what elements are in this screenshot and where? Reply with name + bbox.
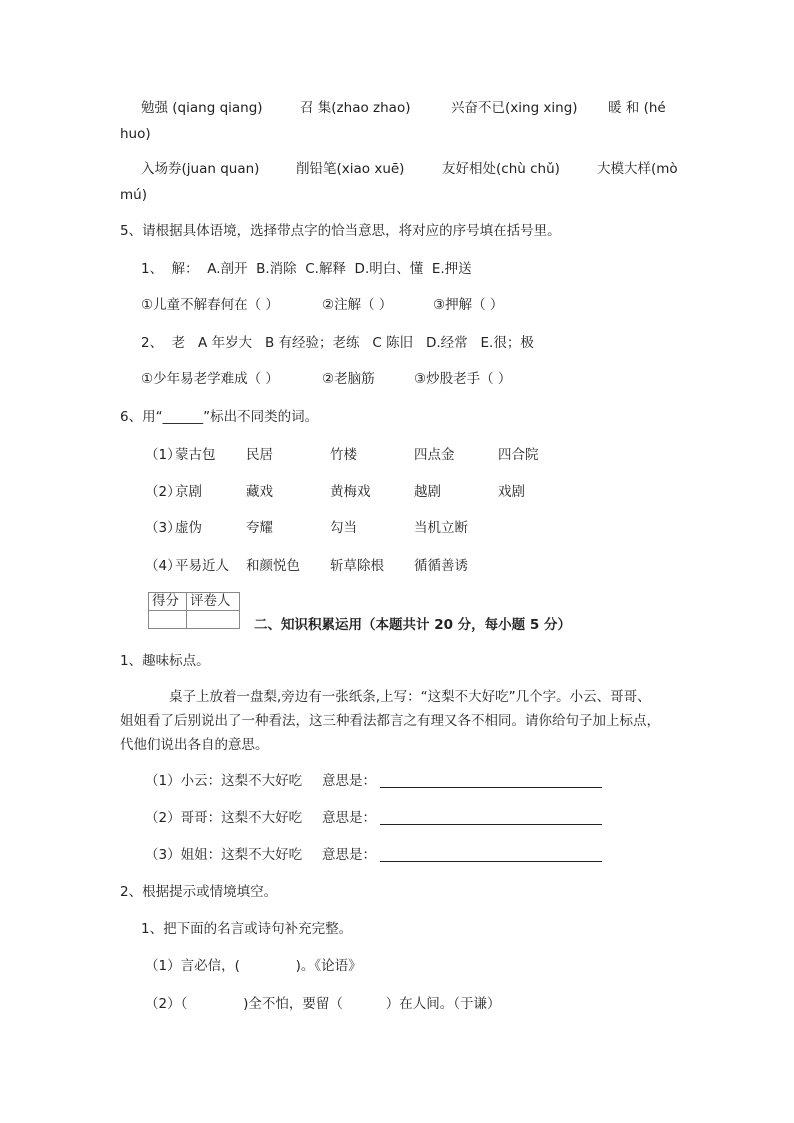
- answer-speaker: （2）哥哥：这梨不大好吃: [145, 810, 303, 826]
- section-2-q2-sub: 1、把下面的名言或诗句补充完整。: [141, 921, 353, 937]
- answer-label: 意思是：: [322, 810, 376, 826]
- pinyin-item: 召 集(zhao zhao): [300, 100, 411, 116]
- pinyin-item: 兴奋不已(xing xing): [451, 100, 578, 116]
- q6-word: 循循善诱: [414, 558, 468, 574]
- q6-word: 民居: [246, 447, 273, 463]
- pinyin-item-wrap: mú): [120, 187, 147, 203]
- grader-cell[interactable]: [186, 611, 239, 629]
- answer-line[interactable]: [380, 861, 602, 862]
- q6-word: 竹楼: [330, 447, 357, 463]
- answer-label: 意思是：: [322, 773, 376, 789]
- passage-line: 代他们说出各自的意思。: [120, 737, 269, 753]
- score-box: [148, 592, 240, 629]
- q6-word: 京剧: [175, 484, 202, 500]
- section-2-heading: 二、知识积累运用（本题共计 20 分，每小题 5 分）: [254, 617, 571, 633]
- fill-blank-item: （2）（ )全不怕，要留（ ）在人间。（于谦）: [145, 996, 501, 1012]
- answer-speaker: （3）姐姐：这梨不大好吃: [145, 847, 303, 863]
- pinyin-item: 暖 和 (hé: [608, 100, 666, 116]
- passage-line: 桌子上放着一盘梨,旁边有一张纸条,上写：“这梨不大好吃”几个字。小云、哥哥、: [169, 689, 651, 705]
- q5-item2-options: 2、 老 A 年岁大 B 有经验；老练 C 陈旧 D.经常 E.很；极: [141, 335, 534, 351]
- q6-word: 当机立断: [414, 520, 468, 536]
- q5-item2-blank: ②老脑筋: [322, 371, 375, 387]
- q6-row-number: （1）: [145, 447, 181, 463]
- score-cell[interactable]: [149, 611, 187, 629]
- q6-word: 虚伪: [175, 520, 202, 536]
- q5-item1-blank: ①儿童不解春何在（ ）: [141, 297, 279, 313]
- q6-word: 四合院: [498, 447, 539, 463]
- q6-word: 斩草除根: [330, 558, 384, 574]
- q6-word: 戏剧: [498, 484, 525, 500]
- answer-line[interactable]: [380, 824, 602, 825]
- q6-word: 藏戏: [246, 484, 273, 500]
- q6-word: 夸耀: [246, 520, 273, 536]
- pinyin-item: 友好相处(chù chǔ): [442, 161, 560, 177]
- pinyin-item: 入场券(juan quan): [141, 161, 260, 177]
- q6-word: 四点金: [414, 447, 455, 463]
- q6-word: 勾当: [330, 520, 357, 536]
- q5-item1-blank: ②注解（ ）: [322, 297, 393, 313]
- q5-item1-options: 1、 解： A.剖开 B.消除 C.解释 D.明白、懂 E.押送: [141, 261, 472, 277]
- q6-word: 蒙古包: [175, 447, 216, 463]
- q6-word: 黄梅戏: [330, 484, 371, 500]
- q6-row-number: （2）: [145, 484, 181, 500]
- q5-item2-blank: ③炒股老手（ ）: [414, 371, 512, 387]
- pinyin-item: 削铅笔(xiao xuē): [296, 161, 405, 177]
- answer-line[interactable]: [380, 787, 602, 788]
- answer-label: 意思是：: [322, 847, 376, 863]
- q6-word: 平易近人: [175, 558, 229, 574]
- q6-row-number: （3）: [145, 520, 181, 536]
- pinyin-item: 勉强 (qiang qiang): [141, 100, 263, 116]
- passage-line: 姐姐看了后别说出了一种看法，这三种看法都言之有理又各不相同。请你给句子加上标点，: [120, 713, 660, 729]
- grader-label: 评卷人: [186, 593, 239, 611]
- q5-item2-blank: ①少年易老学难成（ ）: [141, 371, 279, 387]
- pinyin-item-wrap: huo): [120, 126, 151, 142]
- pinyin-item: 大模大样(mò: [597, 161, 678, 177]
- question-5-title: 5、请根据具体语境，选择带点字的恰当意思，将对应的序号填在括号里。: [120, 223, 561, 239]
- q6-word: 和颜悦色: [246, 558, 300, 574]
- q6-row-number: （4）: [145, 558, 181, 574]
- q6-word: 越剧: [414, 484, 441, 500]
- answer-speaker: （1）小云：这梨不大好吃: [145, 773, 303, 789]
- section-2-q2-title: 2、根据提示或情境填空。: [120, 884, 278, 900]
- section-2-q1-title: 1、趣味标点。: [120, 653, 210, 669]
- score-label: 得分: [149, 593, 187, 611]
- q5-item1-blank: ③押解（ ）: [433, 297, 504, 313]
- question-6-title: 6、用“______”标出不同类的词。: [120, 409, 319, 425]
- fill-blank-item: （1）言必信，( )。《论语》: [145, 958, 362, 974]
